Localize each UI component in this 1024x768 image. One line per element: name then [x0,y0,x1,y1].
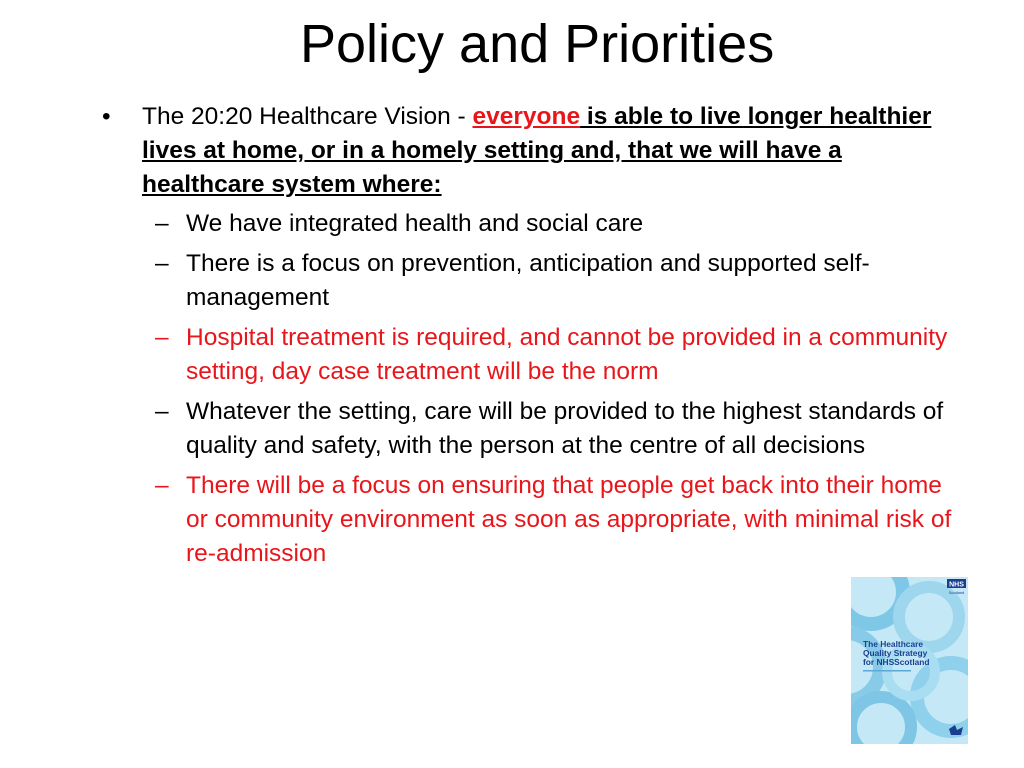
cover-title-line3: for NHSScotland [863,657,930,667]
slide-body [100,100,960,577]
dash-mark: – [155,324,169,351]
sub-item-text: There will be a focus on ensuring that people get back into their home or community environment as soon as appropriate, with minimal risk of re-admission [186,472,952,567]
dash-mark: – [155,398,169,425]
sub-item-text: Whatever the setting, care will be provided to the highest standards of quality and safety, with the person at the centre of all decisions [186,398,944,459]
sub-item [100,321,960,389]
dash-mark: – [155,250,169,277]
sub-item [100,207,960,241]
bullet-intro: The 20:20 Healthcare Vision - [142,103,473,130]
cover-title-line1: The Healthcare [863,639,924,649]
bullet-mark: • [102,103,111,130]
strategy-cover-image [851,577,968,744]
bullet-emphasis: is able to live longer healthier lives at home, or in a homely setting and, that we will have a healthcare system where: [142,103,932,198]
sub-item [100,395,960,463]
cover-artwork [851,577,968,744]
sub-item [100,469,960,571]
main-bullet [100,100,960,202]
sub-item-text: We have integrated health and social care [186,210,644,237]
cover-title-line2: Quality Strategy [863,648,928,658]
bullet-highlight: everyone [472,103,581,130]
sub-list [100,207,960,571]
sub-item [100,247,960,315]
dash-mark: – [155,472,169,499]
nhs-logo-subtext: Scotland [948,590,965,595]
sub-item-text: Hospital treatment is required, and cannot be provided in a community setting, day case treatment will be the norm [186,324,948,385]
cover-subtitle-rule [863,670,911,672]
slide-title: Policy and Priorities [300,14,775,74]
dash-mark: – [155,210,169,237]
sub-item-text: There is a focus on prevention, anticipation and supported self-management [186,250,870,311]
nhs-logo-text: NHS [949,581,964,589]
